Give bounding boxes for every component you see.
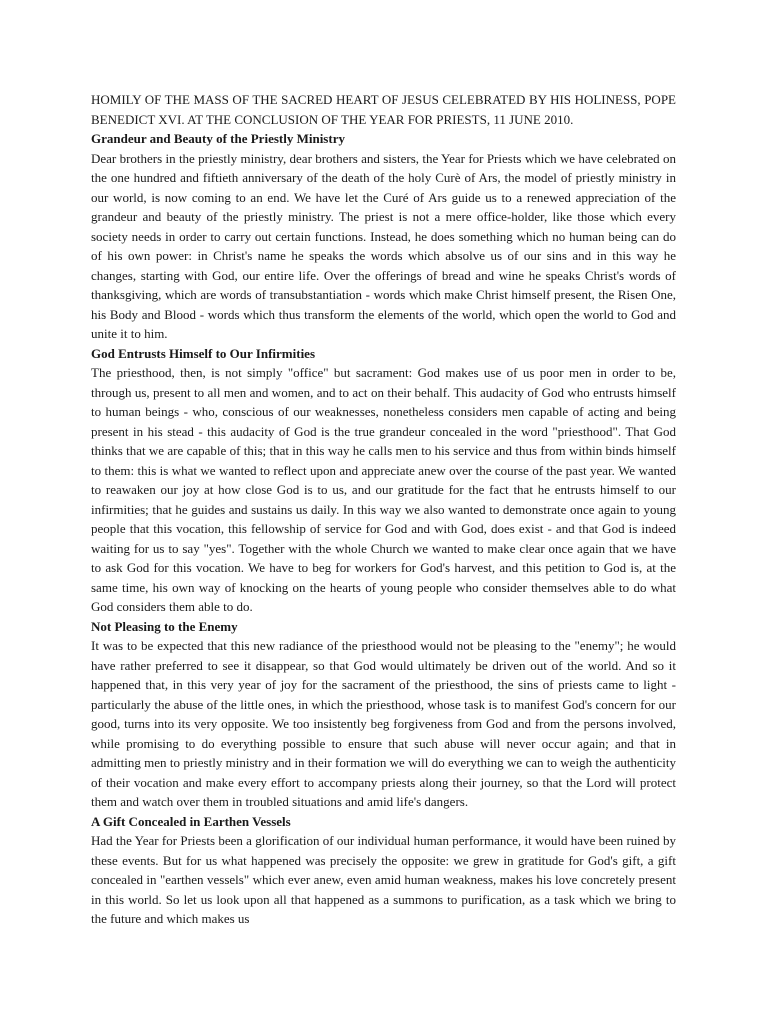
section-paragraph: Dear brothers in the priestly ministry, dear brothers and sisters, the Year for Priests which we have celebrated on the one hundred and fiftieth anniversary of the death of the holy Curè of Ars, the model of priestly ministry in our world, is now coming to an end. We have let the Curé of Ars guide us to a renewed appreciation of the grandeur and beauty of the priestly ministry. The priest is not a mere office-holder, like those which every society needs in order to carry out certain functions. Instead, he does something which no human being can do of his own power: in Christ's name he speaks the words which absolve us of our sins and in this way he changes, starting with God, our entire life. Over the offerings of bread and wine he speaks Christ's words of thanksgiving, which are words of transubstantiation - words which make Christ himself present, the Risen One, his Body and Blood - words which thus transform the elements of the world, which open the world to God and unite it to him. bbox=[91, 150, 676, 341]
section-heading: Not Pleasing to the Enemy bbox=[91, 618, 238, 634]
section-paragraph: The priesthood, then, is not simply "office" but sacrament: God makes use of us poor men in order to be, through us, present to all men and women, and to act on their behalf. This audacity of God who entrusts himself to human beings - who, conscious of our weaknesses, nonetheless considers men capable of acting and being present in his stead - this audacity of God is the true grandeur concealed in the word "priesthood". That God thinks that we are capable of this; that in this way he calls men to his service and thus from within binds himself to them: this is what we wanted to reflect upon and appreciate anew over the course of the past year. We wanted to reawaken our joy at how close God is to us, and our gratitude for the fact that he entrusts himself to our infirmities; that he guides and sustains us daily. In this way we also wanted to demonstrate once again to young people that this vocation, this fellowship of service for God and with God, does exist - and that God is indeed waiting for us to say "yes". Together with the whole Church we wanted to make clear once again that we have to ask God for this vocation. We have to beg for workers for God's harvest, and this petition to God is, at the same time, his own way of knocking on the hearts of young people who consider themselves able to do what God considers them able to do. bbox=[91, 365, 676, 614]
section-grandeur bbox=[91, 129, 676, 344]
section-heading: Grandeur and Beauty of the Priestly Ministry bbox=[91, 131, 345, 146]
document-header: HOMILY OF THE MASS OF THE SACRED HEART OF JESUS CELEBRATED BY HIS HOLINESS, POPE BENEDICT XVI. AT THE CONCLUSION OF THE YEAR FOR PRIESTS, 11 JUNE 2010. bbox=[91, 92, 676, 127]
section-heading: God Entrusts Himself to Our Infirmities bbox=[91, 345, 316, 361]
section-paragraph: Had the Year for Priests been a glorification of our individual human performance, it would have been ruined by these events. But for us what happened was precisely the opposite: we grew in gratitude for God's gift, a gift concealed in "earthen vessels" which ever anew, even amid human weakness, makes his love concretely present in this world. So let us look upon all that happened as a summons to purification, as a task which we bring to the future and which makes us bbox=[91, 833, 676, 926]
document-page bbox=[91, 90, 676, 929]
section-god-entrusts bbox=[91, 344, 676, 617]
section-gift-concealed bbox=[91, 812, 676, 929]
section-paragraph: It was to be expected that this new radiance of the priesthood would not be pleasing to the "enemy"; he would have rather preferred to see it disappear, so that God would ultimately be driven out of the world. And so it happened that, in this very year of joy for the sacrament of the priesthood, the sins of priests came to light - particularly the abuse of the little ones, in which the priesthood, whose task is to manifest God's concern for our good, turns into its very opposite. We too insistently beg forgiveness from God and from the persons involved, while promising to do everything possible to ensure that such abuse will never occur again; and that in admitting men to priestly ministry and in their formation we will do everything we can to weigh the authenticity of their vocation and make every effort to accompany priests along their journey, so that the Lord will protect them and watch over them in troubled situations and amid life's dangers. bbox=[91, 638, 676, 809]
section-heading: A Gift Concealed in Earthen Vessels bbox=[91, 813, 291, 829]
section-not-pleasing bbox=[91, 617, 676, 812]
